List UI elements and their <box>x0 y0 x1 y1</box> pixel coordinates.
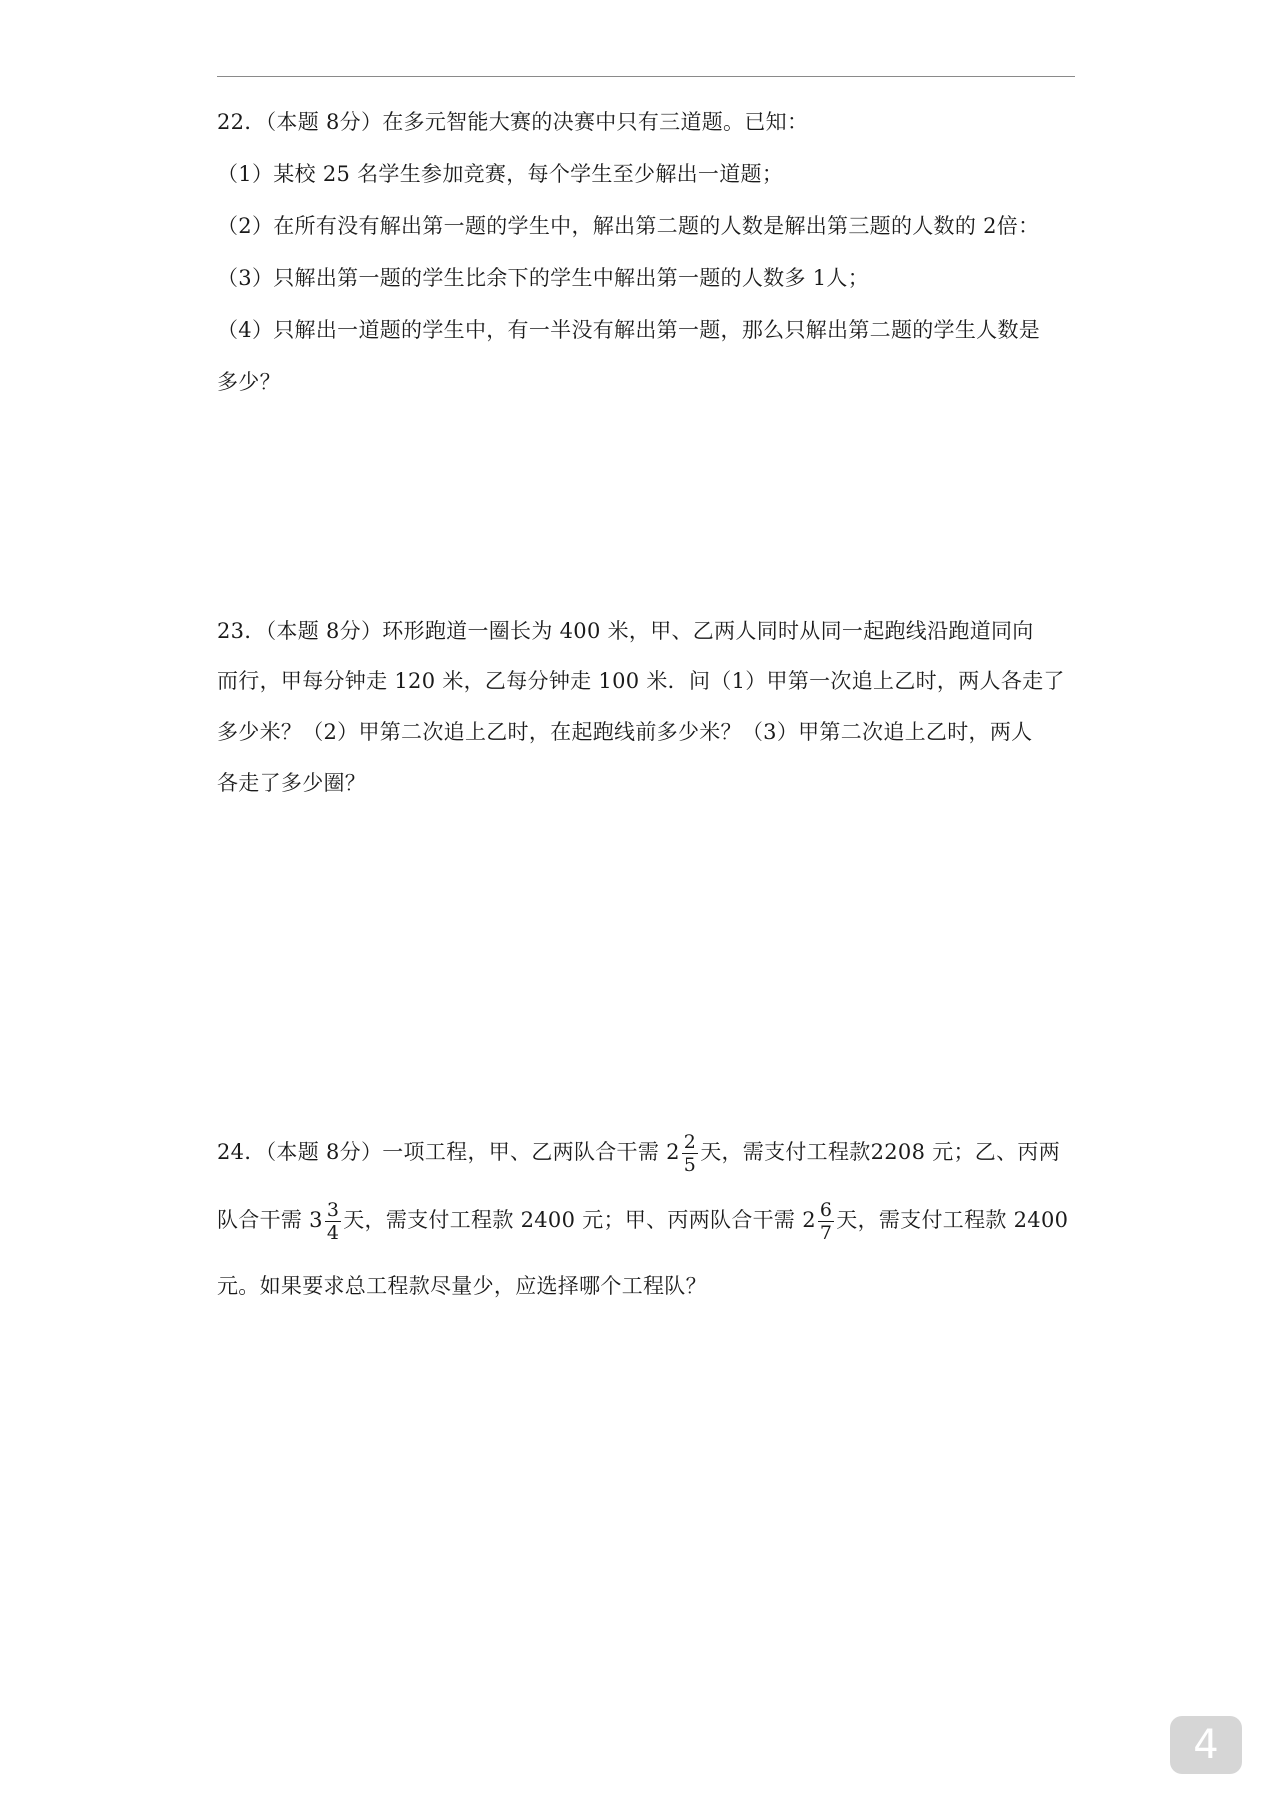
q22-line-4: （3）只解出第一题的学生比余下的学生中解出第一题的人数多 1人； <box>217 266 869 290</box>
fraction-denominator: 5 <box>683 1154 697 1176</box>
q24-line-3: 元。如果要求总工程款尽量少，应选择哪个工程队？ <box>217 1274 707 1298</box>
q23-line-4: 各走了多少圈？ <box>217 771 367 795</box>
q24-line-1-text-a: 24．（本题 8分）一项工程，甲、乙两队合干需 2 <box>217 1140 680 1164</box>
header-rule <box>217 76 1075 77</box>
fraction-2-2-5 <box>682 1131 698 1176</box>
fraction-numerator: 2 <box>683 1131 697 1153</box>
q23-line-3: 多少米？（2）甲第二次追上乙时，在起跑线前多少米？（3）甲第二次追上乙时，两人 <box>217 720 1033 744</box>
fraction-numerator: 3 <box>326 1199 340 1221</box>
q22-line-2: （1）某校 25 名学生参加竞赛，每个学生至少解出一道题； <box>217 162 784 186</box>
fraction-3-3-4 <box>325 1199 341 1244</box>
q22-line-1: 22．（本题 8分）在多元智能大赛的决赛中只有三道题。已知： <box>217 110 809 134</box>
fraction-2-6-7 <box>818 1199 834 1244</box>
q22-line-6: 多少？ <box>217 370 281 394</box>
q22-line-3: （2）在所有没有解出第一题的学生中，解出第二题的人数是解出第三题的人数的 2倍： <box>217 214 1040 238</box>
q23-line-2: 而行，甲每分钟走 120 米，乙每分钟走 100 米．问（1）甲第一次追上乙时，两人各走了 <box>217 669 1065 693</box>
q22-line-5: （4）只解出一道题的学生中，有一半没有解出第一题，那么只解出第二题的学生人数是 <box>217 318 1041 342</box>
fraction-numerator: 6 <box>819 1199 833 1221</box>
fraction-denominator: 4 <box>326 1222 340 1244</box>
q23-line-1: 23．（本题 8分）环形跑道一圈长为 400 米，甲、乙两人同时从同一起跑线沿跑道同向 <box>217 619 1034 643</box>
q24-line-2-text-b: 天，需支付工程款 2400 元；甲、丙两队合干需 2 <box>343 1208 816 1232</box>
page-number-badge: 4 <box>1170 1716 1242 1774</box>
q24-line-1 <box>217 1130 1060 1176</box>
q24-line-2 <box>217 1198 1068 1244</box>
q24-line-2-text-a: 队合干需 3 <box>217 1208 323 1232</box>
q24-line-1-text-b: 天，需支付工程款2208 元；乙、丙两 <box>700 1140 1061 1164</box>
fraction-denominator: 7 <box>819 1222 833 1244</box>
q24-line-2-text-c: 天，需支付工程款 2400 <box>836 1208 1069 1232</box>
